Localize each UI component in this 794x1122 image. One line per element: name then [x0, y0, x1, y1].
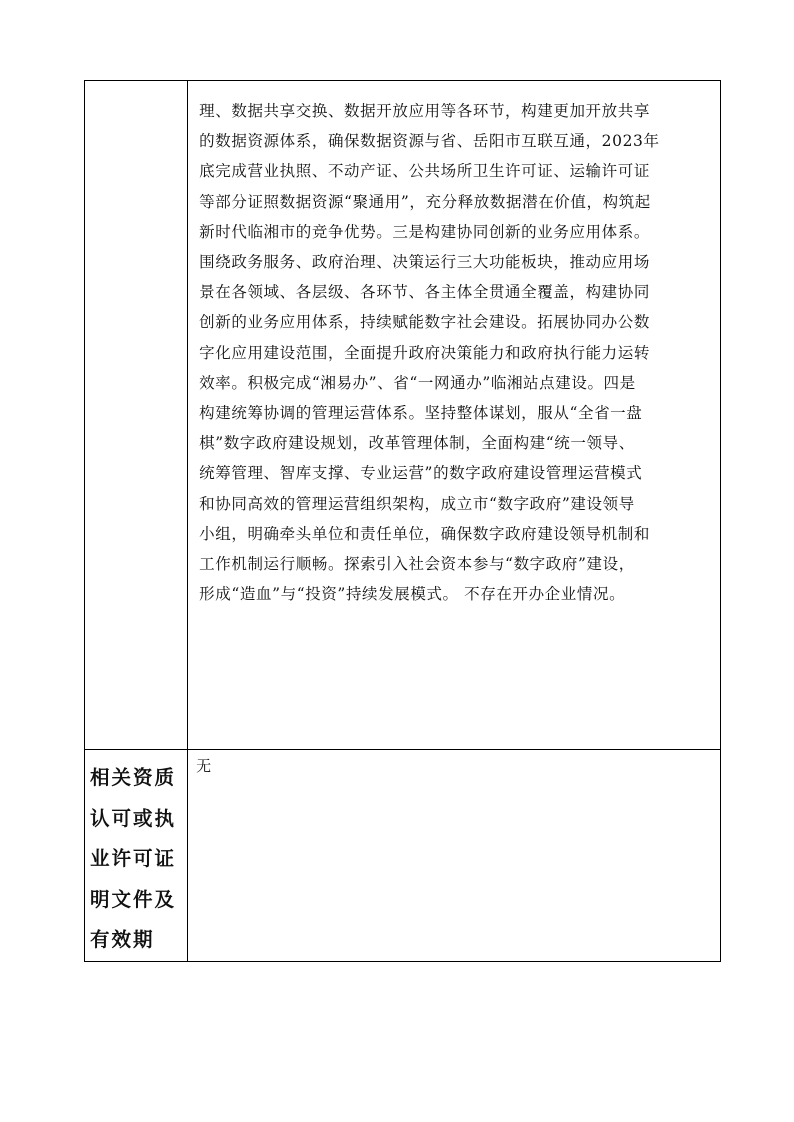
text-line: 创新的业务应用体系，持续赋能数字社会建设。拓展协同办公数 — [199, 313, 650, 332]
text-line: 新时代临湘市的竞争优势。三是构建协同创新的业务应用体系。 — [199, 222, 650, 241]
qualification-label-cell — [85, 750, 188, 962]
text-line: 景在各领域、各层级、各环节、各主体全贯通全覆盖，构建协同 — [199, 283, 650, 302]
text-line: 的数据资源体系，确保数据资源与省、岳阳市互联互通，2023年 — [199, 132, 660, 151]
business-scope-text — [188, 81, 720, 609]
text-line: 围绕政务服务、政府治理、决策运行三大功能板块，推动应用场 — [199, 253, 650, 272]
business-scope-content-cell — [188, 81, 721, 750]
text-line: 构建统筹协调的管理运营体系。坚持整体谋划，服从“全省一盘 — [199, 404, 643, 423]
qualification-value: 无 — [196, 757, 212, 775]
text-line: 棋”数字政府建设规划，改革管理体制，全面构建“统一领导、 — [199, 434, 635, 453]
business-scope-row — [85, 81, 721, 750]
qualification-value-cell — [188, 750, 721, 962]
label-line: 相关资质 — [90, 766, 177, 789]
qualification-label — [85, 750, 187, 961]
label-line: 业许可证 — [90, 847, 177, 871]
label-line: 有效期 — [90, 928, 155, 952]
text-line: 底完成营业执照、不动产证、公共场所卫生许可证、运输许可证 — [199, 162, 650, 181]
report-form-table — [84, 80, 721, 962]
text-line: 工作机制运行顺畅。探索引入社会资本参与“数字政府”建设， — [199, 555, 635, 574]
text-line: 和协同高效的管理运营组织架构，成立市“数字政府”建设领导 — [199, 494, 635, 513]
text-line: 统筹管理、智库支撑、专业运营”的数字政府建设管理运营模式 — [199, 464, 643, 483]
business-scope-label-cell — [85, 81, 188, 750]
text-line: 理、数据共享交换、数据开放应用等各环节，构建更加开放共享 — [199, 102, 650, 120]
text-line: 效率。积极完成“湘易办”、省“一网通办”临湘站点建设。四是 — [199, 373, 636, 392]
text-line: 小组，明确牵头单位和责任单位，确保数字政府建设领导机制和 — [199, 524, 650, 543]
label-line: 明文件及 — [90, 887, 177, 911]
qualification-row — [85, 750, 721, 962]
label-line: 认可或执 — [90, 806, 177, 830]
text-line: 等部分证照数据资源“聚通用”，充分释放数据潜在价值，构筑起 — [199, 192, 651, 211]
text-line: 形成“造血”与“投资”持续发展模式。 不存在开办企业情况。 — [199, 585, 626, 604]
text-line: 字化应用建设范围，全面提升政府决策能力和政府执行能力运转 — [199, 343, 650, 362]
